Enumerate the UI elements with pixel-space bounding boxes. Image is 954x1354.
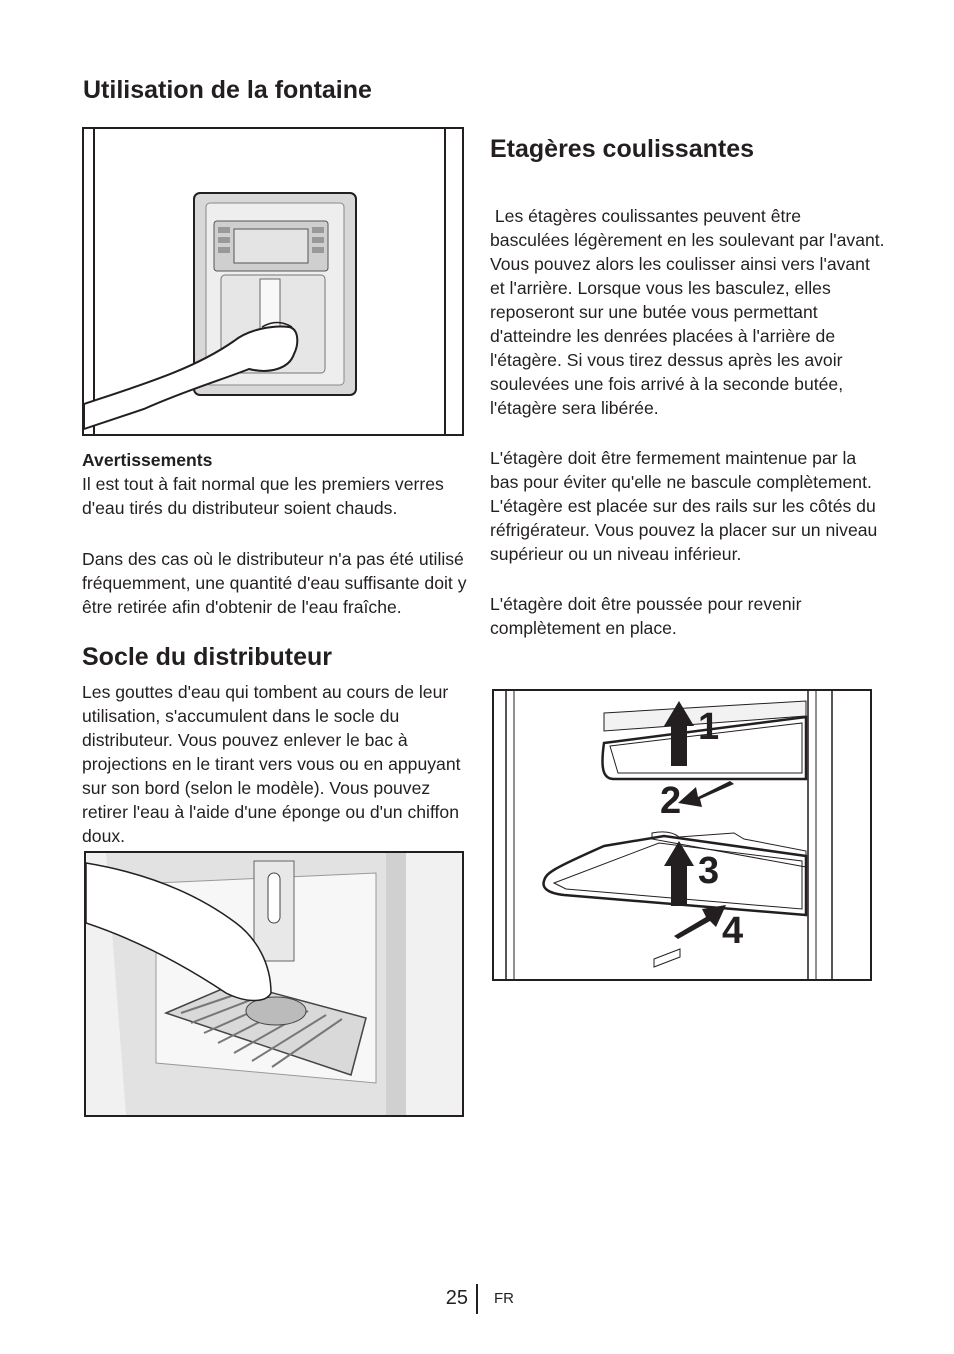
shelf-label-4: 4 xyxy=(722,910,744,952)
shelf-label-2: 2 xyxy=(660,780,682,822)
warning-paragraph-1: Il est tout à fait normal que les premiers verres d'eau tirés du distributeur soient chauds. xyxy=(82,474,444,518)
shelves-paragraph-2: L'étagère doit être fermement maintenue par la bas pour éviter qu'elle ne bascule complètement. L'étagère est placée sur des rails sur les côtés du réfrigérateur. Vous pouvez la placer sur un niveau supérieur ou un niveau inférieur. xyxy=(490,448,878,564)
language-code: FR xyxy=(494,1290,514,1307)
shelves-figure xyxy=(492,689,872,981)
drip-tray-figure xyxy=(84,851,464,1117)
drip-tray-illustration xyxy=(86,853,462,1115)
footer-divider xyxy=(476,1284,478,1314)
page-number: 25 xyxy=(445,1287,468,1309)
shelf-label-3: 3 xyxy=(698,850,720,892)
shelves-paragraph-1: Les étagères coulissantes peuvent être basculées légèrement en les soulevant par l'avant. Vous pouvez alors les coulisser ainsi vers l'avant et l'arrière. Lorsque vous les basculez, elles reposeront sur une butée vous permettant d'atteindre les denrées placées à l'arrière de l'étagère. Si vous tirez dessus après les avoir soulevées une fois arrivé à la seconde butée, l'étagère sera libérée. xyxy=(490,206,890,418)
warning-title: Avertissements xyxy=(82,450,213,470)
warning-paragraph-2: Dans des cas où le distributeur n'a pas été utilisé fréquemment, une quantité d'eau suffisante doit y être retirée afin d'obtenir de l'eau fraîche. xyxy=(82,549,467,617)
socle-paragraph: Les gouttes d'eau qui tombent au cours de leur utilisation, s'accumulent dans le socle du distributeur. Vous pouvez enlever le bac à projections en le tirant vers vous ou en appuyant sur son bord (selon le modèle). Vous pouvez retirer l'eau à l'aide d'une éponge ou d'un chiffon doux. xyxy=(82,682,461,846)
shelf-label-1: 1 xyxy=(698,706,720,748)
shelves-paragraph-3: L'étagère doit être poussée pour revenir complètement en place. xyxy=(490,594,802,638)
shelves-illustration xyxy=(494,691,870,979)
dispenser-illustration xyxy=(84,129,462,434)
section-title-fontaine: Utilisation de la fontaine xyxy=(83,76,372,104)
section-title-etageres: Etagères coulissantes xyxy=(490,135,755,163)
section-title-socle: Socle du distributeur xyxy=(82,643,333,671)
dispenser-figure xyxy=(82,127,464,436)
